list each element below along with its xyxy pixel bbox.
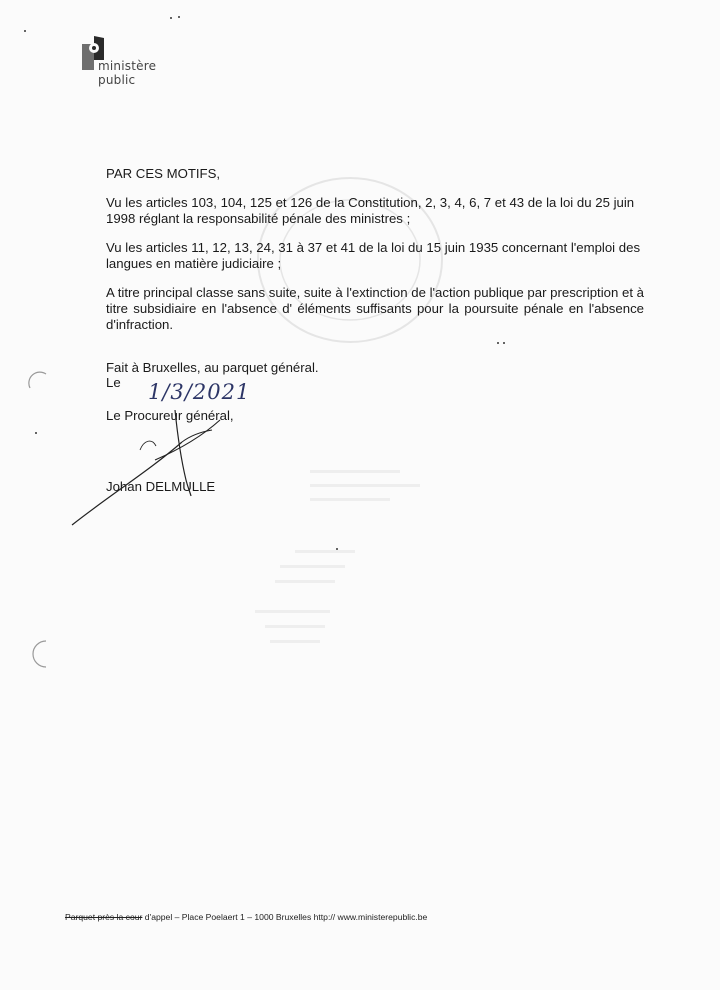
- bleed-through-line: [310, 498, 390, 501]
- footer-address: [65, 912, 427, 922]
- scan-speck: [497, 342, 499, 344]
- paragraph-constitution: Vu les articles 103, 104, 125 et 126 de la Constitution, 2, 3, 4, 6, 7 et 43 de la loi du 25 juin 1998 réglant la responsabilité pénale des ministres ;: [106, 195, 635, 226]
- handwritten-signature: [60, 400, 260, 530]
- scan-speck: [170, 17, 172, 19]
- bleed-through-line: [255, 610, 330, 613]
- scan-speck: [503, 342, 505, 344]
- footer-struck-text: Parquet près la cour: [65, 912, 143, 922]
- bleed-through-line: [265, 625, 325, 628]
- place-line: Fait à Bruxelles, au parquet général.: [106, 360, 319, 375]
- bleed-through-line: [280, 565, 345, 568]
- scan-speck: [336, 548, 338, 550]
- scan-speck: [178, 16, 180, 18]
- logo-text-line1: ministère: [98, 59, 157, 73]
- date-label: Le: [106, 375, 121, 390]
- paragraph-languages: Vu les articles 11, 12, 13, 24, 31 à 37 et 41 de la loi du 15 juin 1935 concernant l'emploi des langues en matière judiciaire ;: [106, 240, 641, 271]
- punch-hole-mark: [26, 370, 50, 394]
- footer-text: d'appel – Place Poelaert 1 – 1000 Bruxelles http:// www.ministerepublic.be: [142, 912, 428, 922]
- bleed-through-line: [310, 470, 400, 473]
- punch-hole-mark: [26, 637, 50, 673]
- signer-name: Johan DELMULLE: [106, 479, 216, 494]
- bleed-through-line: [310, 484, 420, 487]
- logo-text-line2: public: [98, 73, 136, 87]
- bleed-through-line: [295, 550, 355, 553]
- handwritten-date: 1/3/2021: [148, 380, 251, 404]
- scan-speck: [35, 432, 37, 434]
- signer-title: Le Procureur général,: [106, 408, 234, 423]
- paragraph-decision: A titre principal classe sans suite, suite à l'extinction de l'action publique par prescription et à titre subsidiaire en l'absence d' éléments suffisants pour la poursuite pénale en l'absence d'infraction.: [106, 285, 644, 332]
- bleed-through-line: [270, 640, 320, 643]
- bleed-through-line: [275, 580, 335, 583]
- ministere-public-logo: [82, 36, 172, 96]
- section-heading: PAR CES MOTIFS,: [106, 166, 221, 181]
- scan-speck: [24, 30, 26, 32]
